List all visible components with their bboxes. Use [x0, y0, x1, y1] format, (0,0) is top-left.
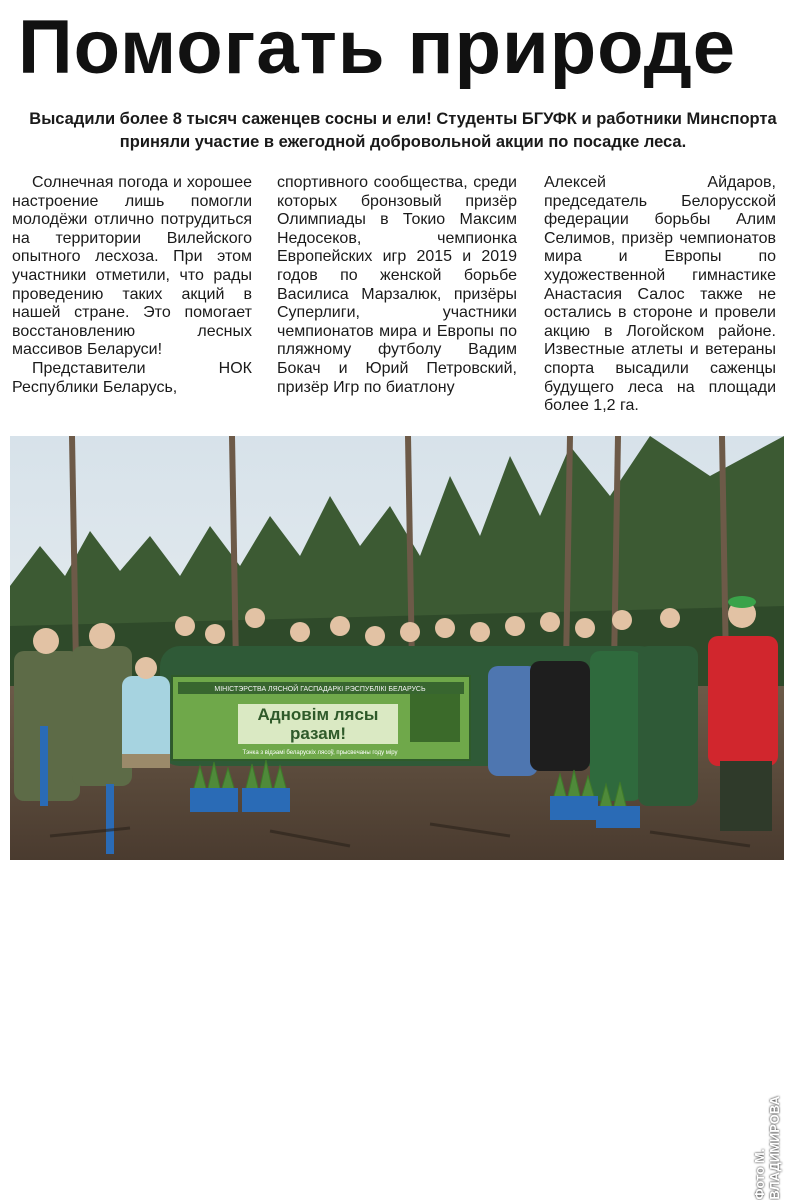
- banner-slogan-2: разам!: [290, 724, 346, 743]
- banner-footer: Тэнка з відэамі беларускіх лясоў, прысвечаны году міру: [242, 750, 398, 756]
- paragraph: Представители НОК Республики Беларусь,: [12, 359, 252, 396]
- column-1: [12, 174, 252, 397]
- photo-credit: Фото М. ВЛАДИМИРОВА: [752, 1096, 782, 1200]
- article-photo: [10, 436, 784, 1200]
- article-lead: Высадили более 8 тысяч саженцев сосны и ели! Студенты БГУФК и работники Минспорта приняли участие в ежегодной добровольной акции по посадке леса.: [29, 110, 777, 151]
- column-3: [544, 174, 776, 416]
- column-2: [277, 174, 517, 397]
- paragraph: Алексей Айдаров, председатель Белорусской федерации борьбы Алим Селимов, призёр чемпионатов мира и Европы по художественной гимнастике Анастасия Салос также не остались в стороне и провели акцию в Логойском районе. Известные атлеты и ветераны спорта высадили саженцы будущего леса на площади более 1,2 га.: [544, 174, 776, 415]
- photo-illustration: [10, 436, 784, 860]
- banner-ministry-line: МІНІСТЭРСТВА ЛЯСНОЙ ГАСПАДАРКІ РЭСПУБЛІКІ БЕЛАРУСЬ: [214, 686, 426, 693]
- article-headline: Помогать природе: [18, 5, 737, 90]
- paragraph: Солнечная погода и хорошее настроение лишь помогли молодёжи отлично потрудиться на территории Вилейского опытного лесхоза. При этом участники отметили, что рады проведению таких акций в нашей стране. Это помогает восстановлению лесных массивов Беларуси!: [12, 174, 252, 359]
- article-body: [12, 174, 782, 414]
- banner-slogan-1: Адновім лясы: [257, 705, 379, 724]
- banner: [172, 676, 470, 760]
- paragraph: спортивного сообщества, среди которых бронзовый призёр Олимпиады в Токио Максим Недосеков, чемпионка Европейских игр 2015 и 2019 годов по женской борьбе Василиса Марзалюк, призёры Суперлиги, участники чемпионатов мира и Европы по пляжному футболу Вадим Бокач и Юрий Петровский, призёр Игр по биатлону: [277, 174, 517, 396]
